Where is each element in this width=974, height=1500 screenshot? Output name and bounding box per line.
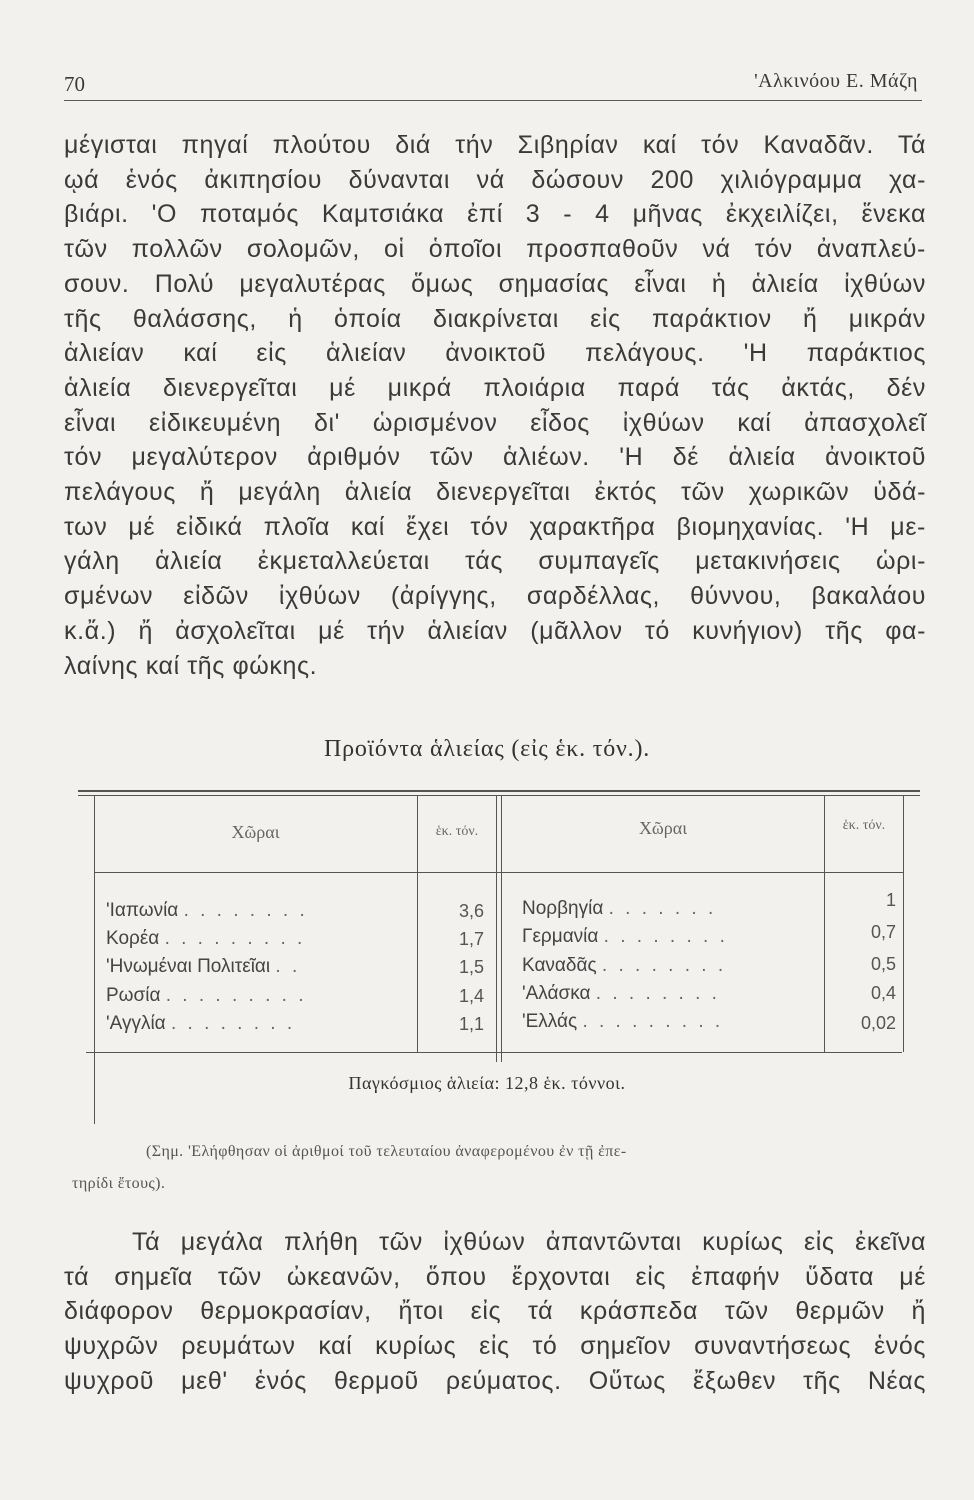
text-line: λαίνης καί τῆς φώκης. (64, 651, 318, 680)
value-cell: 0,5 (870, 954, 896, 974)
value-cell: 0,02 (860, 1013, 896, 1033)
leader-dots: . . . . . . . . . (165, 985, 307, 1006)
center-double-divider-a (496, 796, 497, 1062)
country-name: Γερμανία (522, 926, 599, 947)
text-line: βιάρι. 'Ο ποταμός Καμτσιάκα ἐπί 3 - 4 μῆνας ἐκχειλίζει, ἕνεκα (64, 200, 926, 229)
text-line: τά σημεῖα τῶν ὠκεανῶν, ὅπου ἔρχονται εἰς ἐπαφήν ὕδατα μέ (64, 1262, 926, 1291)
country-name: Καναδᾶς (522, 955, 597, 976)
leader-dots: . . . . . . . . (170, 1013, 296, 1034)
country-name: 'Ελλάς (522, 1011, 578, 1032)
table-row (522, 926, 728, 951)
leader-dots: . . . . . . . . (183, 900, 308, 921)
leader-dots: . . (275, 956, 301, 977)
country-name: 'Αγγλία (106, 1013, 166, 1034)
text-line: ῳά ἑνός ἀκιπησίου δύνανται νά δώσουν 200 χιλιόγραμμα χα- (64, 165, 926, 194)
leader-dots: . . . . . . . . (601, 955, 727, 976)
running-head: 'Αλκινόου Ε. Μάζη (754, 70, 918, 92)
table-row (106, 985, 306, 1010)
col-header-country-right: Χῶραι (638, 818, 688, 838)
table-title: Προϊόντα ἁλιείας (εἰς ἑκ. τόν.). (323, 736, 651, 762)
text-line: μέγισται πηγαί πλούτου διά τήν Σιβηρίαν καί τόν Καναδᾶν. Τά (64, 131, 926, 159)
value-cell: 1,7 (458, 929, 484, 949)
text-line: σμένων εἰδῶν ἰχθύων (ἀρίγγης, σαρδέλλας, θύννου, βακαλάου (64, 582, 926, 611)
text-line: τῆς θαλάσσης, ἡ ὁποία διακρίνεται εἰς παράκτιον ἤ μικράν (64, 304, 926, 333)
country-name: 'Ηνωμέναι Πολιτεῖαι (106, 956, 271, 977)
table-top-rule (78, 790, 920, 792)
text-line: ἁλιείαν καί εἰς ἁλιείαν ἀνοικτοῦ πελάγους. 'Η παράκτιος (64, 339, 926, 368)
leader-dots: . . . . . . . (608, 898, 717, 919)
note-line: τηρίδι ἔτους). (72, 1175, 166, 1192)
page-number: 70 (64, 72, 85, 96)
value-cell: 0,4 (870, 983, 896, 1003)
table-right-border (903, 796, 904, 1052)
table-top-rule-thin (78, 795, 920, 796)
table-header-rule (94, 872, 904, 873)
value-cell: 1,4 (458, 986, 484, 1006)
value-cell: 1,5 (458, 957, 484, 977)
table-note (72, 1136, 928, 1200)
table-row (522, 898, 716, 923)
text-line: ψυχρῶν ρευμάτων καί κυρίως εἰς τό σημεῖον συναντήσεως ἑνός (64, 1332, 926, 1361)
text-line: των μέ εἰδικά πλοῖα καί ἔχει τόν χαρακτῆρα βιομηχανίας. 'Η με- (64, 512, 926, 541)
text-line: εἶναι εἰδικευμένη δι' ὡρισμένον εἶδος ἰχθύων καί ἀπασχολεῖ (64, 408, 926, 437)
table-row (106, 900, 308, 925)
country-name: Ρωσία (106, 985, 161, 1006)
right-value-divider (824, 796, 825, 1052)
text-line: διάφορον θερμοκρασίαν, ἤτοι εἰς τά κράσπεδα τῶν θερμῶν ἤ (64, 1297, 926, 1326)
text-line: ψυχροῦ μεθ' ἑνός θερμοῦ ρεύματος. Οὕτως ἔξωθεν τῆς Νέας (64, 1366, 926, 1395)
leader-dots: . . . . . . . . . (582, 1011, 724, 1032)
text-line: γάλη ἁλιεία ἐκμεταλλεύεται τάς συμπαγεῖς μετακινήσεις ὡρι- (64, 547, 926, 576)
paragraph-fish-concentrations (64, 1225, 926, 1399)
text-line: ἁλιεία διενεργεῖται μέ μικρά πλοιάρια παρά τάς ἀκτάς, δέν (64, 373, 926, 402)
leader-dots: . . . . . . . . (603, 926, 728, 947)
note-line: (Σημ. 'Ελήφθησαν οἱ ἀριθμοί τοῦ τελευταίου ἀναφερομένου ἐν τῇ ἐπε- (146, 1143, 627, 1160)
page-header (64, 66, 922, 101)
text-line: τῶν πολλῶν σολομῶν, οἱ ὁποῖοι προσπαθοῦν νά τόν ἀναπλεύ- (64, 235, 926, 264)
text-line: σουν. Πολύ μεγαλυτέρας ὅμως σημασίας εἶναι ἡ ἁλιεία ἰχθύων (64, 269, 926, 298)
col-header-country-left: Χῶραι (231, 822, 280, 842)
leader-dots: . . . . . . . . . (164, 928, 306, 949)
value-cell: 3,6 (458, 901, 484, 921)
text-line: Τά μεγάλα πλήθη τῶν ἰχθύων ἀπαντῶνται κυρίως εἰς ἐκεῖνα (132, 1228, 926, 1256)
text-line: πελάγους ἤ μεγάλη ἁλιεία διενεργεῖται ἐκτός τῶν χωρικῶν ὑδά- (64, 478, 926, 507)
text-line: τόν μεγαλύτερον ἀριθμόν τῶν ἁλιέων. 'Η δέ ἁλιεία ἀνοικτοῦ (64, 443, 926, 472)
table-row (522, 955, 726, 980)
table-row (522, 983, 720, 1008)
table-total: Παγκόσμιος ἁλιεία: 12,8 ἑκ. τόννοι. (348, 1073, 626, 1093)
table-row (106, 1013, 295, 1038)
value-cell: 1 (885, 890, 896, 910)
paragraph-fishing-intro (64, 128, 926, 683)
table-bottom-rule (86, 1052, 902, 1053)
col-header-value-right: ἑκ. τόν. (842, 818, 886, 833)
country-name: 'Ιαπωνία (106, 900, 179, 921)
leader-dots: . . . . . . . . (595, 983, 720, 1004)
text-line: κ.ἄ.) ἤ ἀσχολεῖται μέ τήν ἁλιείαν (μᾶλλον τό κυνήγιον) τῆς φα- (64, 616, 926, 645)
col-header-value-left: ἑκ. τόν. (435, 824, 479, 839)
table-row (522, 1011, 723, 1036)
value-cell: 0,7 (870, 922, 896, 942)
country-name: 'Αλάσκα (522, 983, 591, 1004)
country-name: Νορβηγία (522, 898, 604, 919)
table-row (106, 928, 305, 953)
value-cell: 1,1 (458, 1014, 484, 1034)
table-row (106, 956, 300, 981)
country-name: Κορέα (106, 928, 160, 949)
